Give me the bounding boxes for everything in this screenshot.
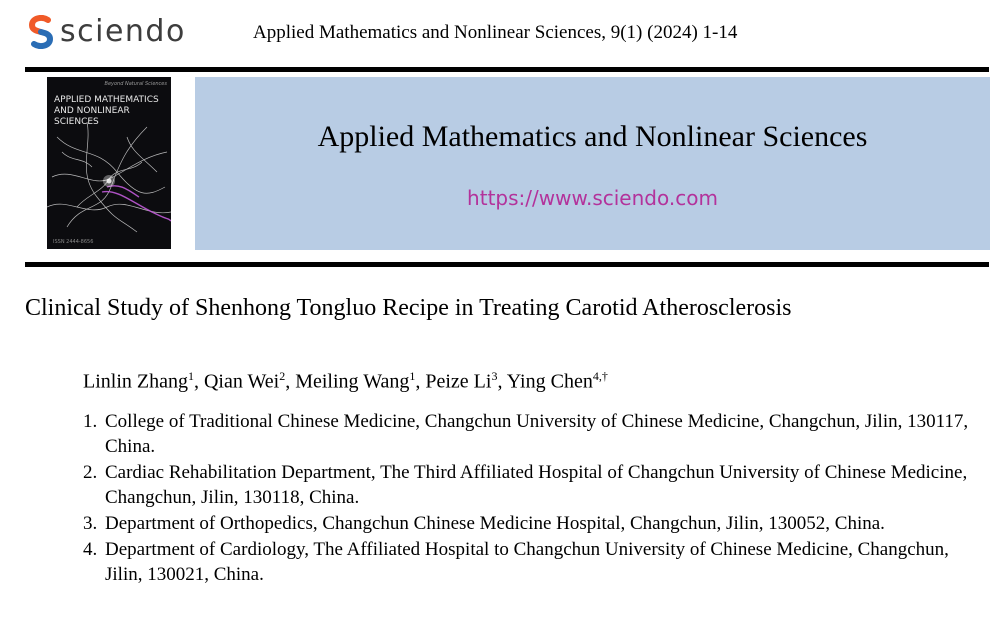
affiliation-number: 3. <box>83 513 98 534</box>
author-name: Ying Chen <box>506 370 593 393</box>
header-rule-bottom <box>25 262 989 267</box>
author-name: Meiling Wang <box>295 370 410 393</box>
affiliation-item <box>83 537 988 587</box>
affiliation-item <box>83 460 988 510</box>
cover-tagline: Beyond Natural Sciences <box>104 81 167 87</box>
affiliation-number: 4. <box>83 539 98 560</box>
banner-journal-name: Applied Mathematics and Nonlinear Sciences <box>317 120 868 153</box>
journal-cover-image <box>47 77 171 249</box>
publisher-logo[interactable] <box>28 15 186 49</box>
author-name: Linlin Zhang <box>83 370 188 393</box>
cover-issn: ISSN 2444-8656 <box>53 239 94 245</box>
paper-title: Clinical Study of Shenhong Tongluo Recipe in Treating Carotid Atherosclerosis <box>25 295 792 321</box>
affiliation-text: Department of Orthopedics, Changchun Chinese Medicine Hospital, Changchun, Jilin, 130052, China. <box>105 513 885 534</box>
cover-network-art-icon <box>47 117 171 237</box>
header-rule-top <box>25 67 989 72</box>
sciendo-logo-icon <box>28 15 54 49</box>
author-affil-sup: 1 <box>409 369 416 383</box>
journal-banner <box>195 77 990 250</box>
affiliation-number: 1. <box>83 411 98 432</box>
author-affil-sup: 3 <box>491 369 498 383</box>
author-list: Linlin Zhang$^1$, Qian Wei$^2$, Meiling Wang$^1$, Peize Li$^3$, Ying Chen$^{4,\dagger}$ <box>83 369 608 393</box>
author-affil-sup: 1 <box>187 369 194 383</box>
journal-citation: Applied Mathematics and Nonlinear Sciences, 9(1) (2024) 1-14 <box>253 22 738 43</box>
affiliation-item <box>83 409 988 459</box>
author-name: Peize Li <box>425 370 492 393</box>
author-name: Qian Wei <box>203 370 280 393</box>
cover-title: APPLIED MATHEMATICS AND NONLINEAR SCIENCES <box>54 95 159 127</box>
author-affil-sup: 2 <box>279 369 286 383</box>
banner-url-link[interactable]: https://www.sciendo.com <box>467 186 718 210</box>
affiliation-text: Department of Cardiology, The Affiliated Hospital to Changchun University of Chinese Medicine, Changchun, Jilin, 130021, China. <box>105 539 949 585</box>
affiliation-list <box>83 409 988 588</box>
affiliation-text: College of Traditional Chinese Medicine, Changchun University of Chinese Medicine, Changchun, Jilin, 130117, China. <box>105 411 969 457</box>
affiliation-item <box>83 511 988 536</box>
affiliation-text: Cardiac Rehabilitation Department, The Third Affiliated Hospital of Changchun University of Chinese Medicine, Changchun, Jilin, 130118, China. <box>105 462 968 508</box>
affiliation-number: 2. <box>83 462 98 483</box>
logo-text: sciendo <box>60 14 186 49</box>
author-affil-sup: 4,† <box>592 369 608 383</box>
